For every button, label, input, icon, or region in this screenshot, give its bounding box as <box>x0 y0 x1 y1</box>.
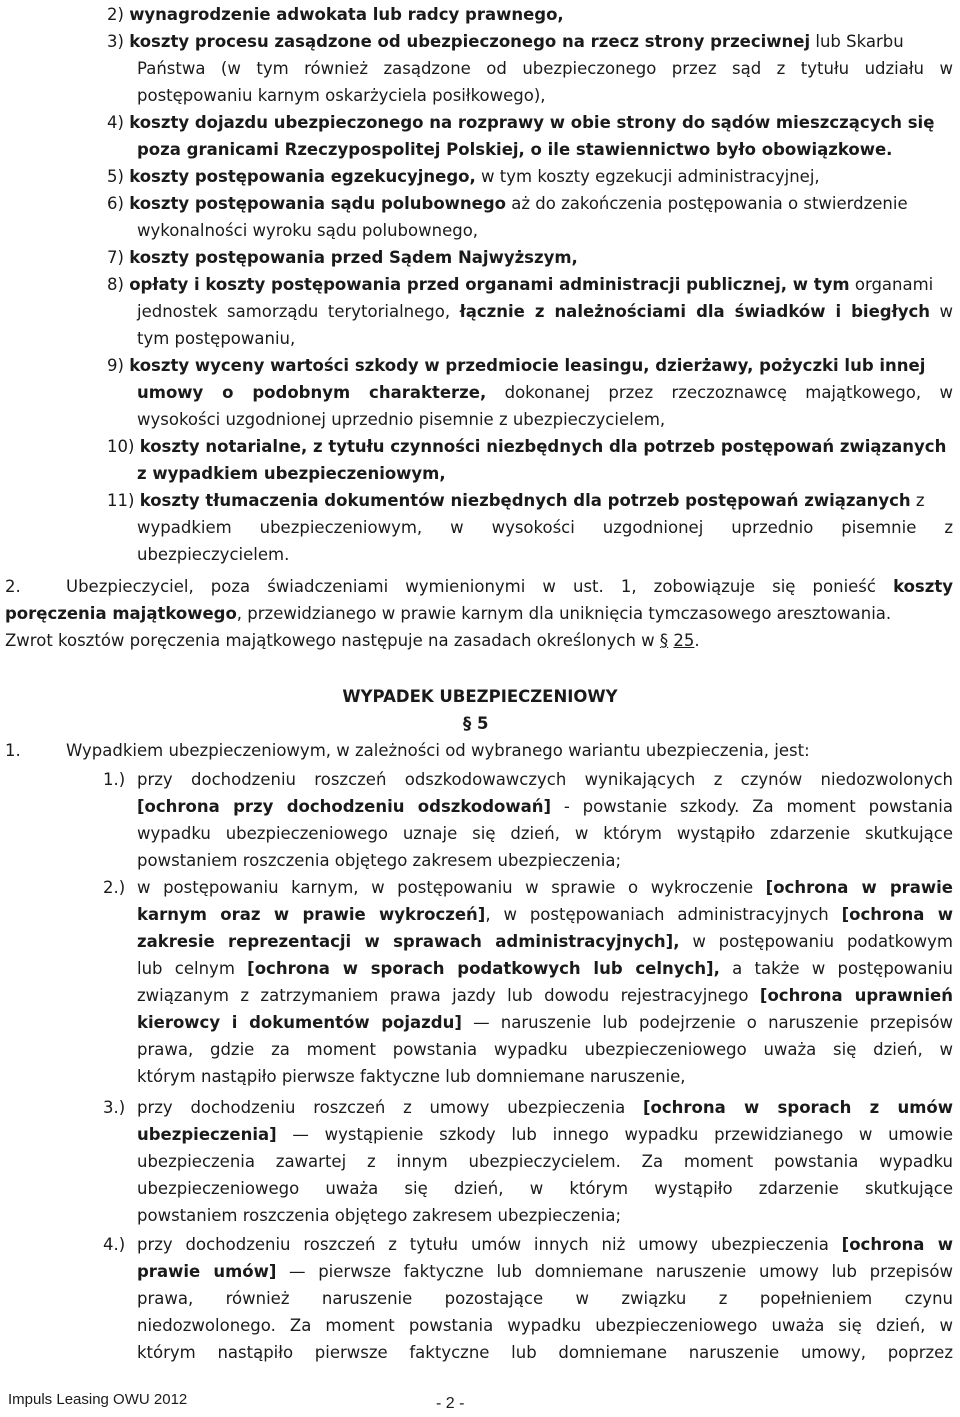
list-item-3-line-2: Państwa (w tym również zasądzone od ubezpieczonego przez sąd z tytułu udziału w <box>137 59 953 78</box>
list-item-6: 6) koszty postępowania sądu polubownego aż do zakończenia postępowania o stwierdzenie <box>107 194 908 213</box>
point-2-line-8: którym nastąpiło pierwsze faktyczne lub domniemane naruszenie, <box>137 1067 686 1086</box>
point-2-line-5: związanym z zatrzymaniem prawa jazdy lub dowodu rejestracyjnego [ochrona uprawnień <box>137 986 953 1005</box>
point-3-line-2: ubezpieczenia] — wystąpienie szkody lub innego wypadku przewidzianego w umowie <box>137 1125 953 1144</box>
point-4-line-1: przy dochodzeniu roszczeń z tytułu umów innych niż umowy ubezpieczenia [ochrona w <box>137 1235 953 1254</box>
point-1-line-3: wypadku ubezpieczeniowego uznaje się dzień, w którym wystąpiło zdarzenie skutkujące <box>137 824 953 843</box>
list-item-9: 9) koszty wyceny wartości szkody w przedmiocie leasingu, dzierżawy, pożyczki lub innej <box>107 356 926 375</box>
list-item-11-line-2: wypadkiem ubezpieczeniowym, w wysokości uzgodnionej uprzednio pisemnie z <box>137 518 953 537</box>
point-3-number: 3.) <box>103 1098 126 1117</box>
para-2-number: 2. <box>5 577 21 596</box>
list-item-10-line-2: z wypadkiem ubezpieczeniowym, <box>137 464 446 483</box>
page-number: - 2 - <box>436 1395 465 1412</box>
point-3-line-3: ubezpieczenia zawartej z innym ubezpieczycielem. Za moment powstania wypadku <box>137 1152 953 1171</box>
point-3-line-5: powstaniem roszczenia objętego zakresem ubezpieczenia; <box>137 1206 622 1225</box>
list-item-4: 4) koszty dojazdu ubezpieczonego na rozprawy w obie strony do sądów mieszczących się <box>107 113 935 132</box>
list-item-11-line-3: ubezpieczycielem. <box>137 545 290 564</box>
point-2-line-7: prawa, gdzie za moment powstania wypadku ubezpieczeniowego uważa się dzień, w <box>137 1040 953 1059</box>
list-item-3-line-3: postępowaniu karnym oskarżyciela posiłkowego), <box>137 86 546 105</box>
point-2-line-1: w postępowaniu karnym, w postępowaniu w sprawie o wykroczenie [ochrona w prawie <box>137 878 953 897</box>
point-1-line-1: przy dochodzeniu roszczeń odszkodowawczych wynikających z czynów niedozwolonych <box>137 770 953 789</box>
list-item-9-line-2: umowy o podobnym charakterze, dokonanej przez rzeczoznawcę majątkowego, w <box>137 383 953 402</box>
point-3-line-4: ubezpieczeniowego uważa się dzień, w którym wystąpiło zdarzenie skutkujące <box>137 1179 953 1198</box>
point-2-number: 2.) <box>103 878 126 897</box>
para-2-line-2: poręczenia majątkowego, przewidzianego w prawie karnym dla uniknięcia tymczasowego aresztowania. <box>5 604 892 623</box>
list-item-3: 3) koszty procesu zasądzone od ubezpieczonego na rzecz strony przeciwnej lub Skarbu <box>107 32 904 51</box>
section-number: § 5 <box>463 714 489 733</box>
point-4-line-5: którym nastąpiło pierwsze faktyczne lub domniemane naruszenie umowy, poprzez <box>137 1343 953 1362</box>
point-4-number: 4.) <box>103 1235 126 1254</box>
point-4-line-3: prawa, również naruszenie pozostające w związku z popełnieniem czynu <box>137 1289 953 1308</box>
list-item-8-line-2: jednostek samorządu terytorialnego, łącznie z należnościami dla świadków i biegłych w <box>137 302 953 321</box>
point-2-line-2: karnym oraz w prawie wykroczeń], w postępowaniach administracyjnych [ochrona w <box>137 905 953 924</box>
point-3-line-1: przy dochodzeniu roszczeń z umowy ubezpieczenia [ochrona w sporach z umów <box>137 1098 954 1117</box>
list-item-5: 5) koszty postępowania egzekucyjnego, w tym koszty egzekucji administracyjnej, <box>107 167 820 186</box>
list-item-7: 7) koszty postępowania przed Sądem Najwyższym, <box>107 248 578 267</box>
list-item-10: 10) koszty notarialne, z tytułu czynności niezbędnych dla potrzeb postępowań związanych <box>107 437 947 456</box>
list-item-8: 8) opłaty i koszty postępowania przed organami administracji publicznej, w tym organami <box>107 275 934 294</box>
list-item-4-line-2: poza granicami Rzeczypospolitej Polskiej, o ile stawiennictwo było obowiązkowe. <box>137 140 893 159</box>
list-item-8-line-3: tym postępowaniu, <box>137 329 296 348</box>
intro-number: 1. <box>5 741 21 760</box>
point-4-line-4: niedozwolonego. Za moment powstania wypadku ubezpieczeniowego uważa się dzień, w <box>137 1316 953 1335</box>
list-item-9-line-3: wysokości uzgodnionej uprzednio pisemnie z ubezpieczycielem, <box>137 410 666 429</box>
point-1-line-2: [ochrona przy dochodzeniu odszkodowań] - powstanie szkody. Za moment powstania <box>137 797 953 816</box>
point-2-line-4: lub celnym [ochrona w sporach podatkowych lub celnych], a także w postępowaniu <box>137 959 953 978</box>
point-1-number: 1.) <box>103 770 126 789</box>
section-ref-25: 25 <box>673 631 695 650</box>
point-4-line-2: prawie umów] — pierwsze faktyczne lub domniemane naruszenie umowy lub przepisów <box>137 1262 953 1281</box>
para-2-line-1: Ubezpieczyciel, poza świadczeniami wymienionymi w ust. 1, zobowiązuje się ponieść koszty <box>66 577 953 596</box>
point-2-line-3: zakresie reprezentacji w sprawach administracyjnych], w postępowaniu podatkowym <box>137 932 953 951</box>
point-2-line-6: kierowcy i dokumentów pojazdu] — naruszenie lub podejrzenie o naruszenie przepisów <box>137 1013 953 1032</box>
point-1-line-4: powstaniem roszczenia objętego zakresem ubezpieczenia; <box>137 851 622 870</box>
list-item-11: 11) koszty tłumaczenia dokumentów niezbędnych dla potrzeb postępowań związanych z <box>107 491 925 510</box>
para-2-line-3: Zwrot kosztów poręczenia majątkowego następuje na zasadach określonych w § 25. <box>5 631 700 650</box>
footer-document-name: Impuls Leasing OWU 2012 <box>8 1391 188 1408</box>
section-heading: WYPADEK UBEZPIECZENIOWY <box>342 687 618 706</box>
section-ref-symbol: § <box>659 631 669 650</box>
list-item-6-line-2: wykonalności wyroku sądu polubownego, <box>137 221 479 240</box>
intro-text: Wypadkiem ubezpieczeniowym, w zależności od wybranego wariantu ubezpieczenia, jest: <box>66 741 810 760</box>
list-item-2: 2) wynagrodzenie adwokata lub radcy prawnego, <box>107 5 564 24</box>
